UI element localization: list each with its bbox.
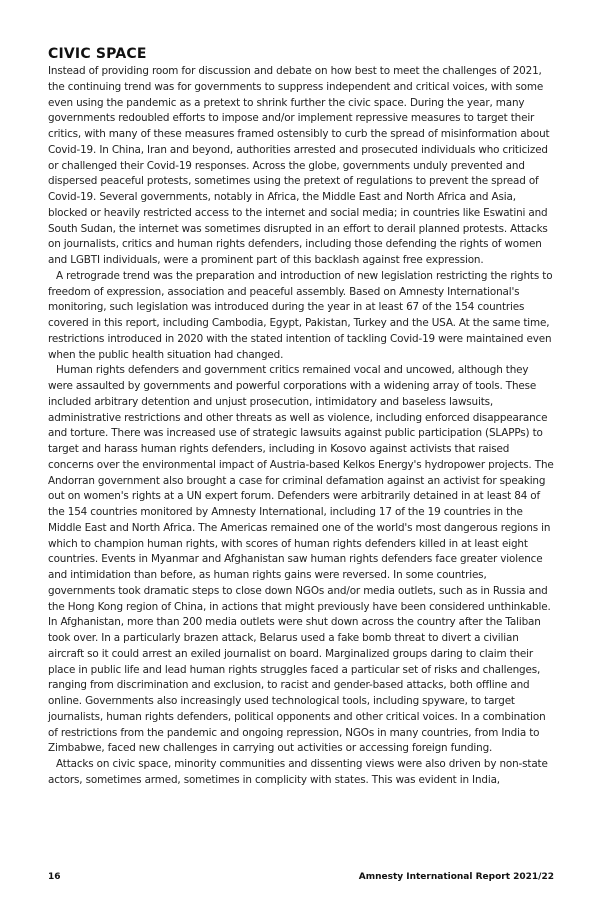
paragraph: A retrograde trend was the preparation and introduction of new legislation restricting the rights to freedom of expression, association and peaceful assembly. Based on Amnesty International's monitoring, such legislation was introduced during the year in at least 67 of the 154 countries covered in this report, including Cambodia, Egypt, Pakistan, Turkey and the USA. At the same time, restrictions introduced in 2020 with the stated intention of tackling Covid-19 were maintained even when the public health situation had changed. bbox=[48, 269, 553, 361]
section-heading: CIVIC SPACE bbox=[48, 46, 147, 62]
paragraph: Instead of providing room for discussion and debate on how best to meet the challenges of 2021, the continuing trend was for governments to suppress independent and critical voices, with some even using the pandemic as a pretext to shrink further the civic space. During the year, many governments redoubled efforts to impose and/or implement repressive measures to target their critics, with many of these measures framed ostensibly to curb the spread of misinformation about Covid-19. In China, Iran and beyond, authorities arrested and prosecuted individuals who criticized or challenged their Covid-19 responses. Across the globe, governments unduly prevented and dispersed peaceful protests, sometimes using the pretext of regulations to prevent the spread of Covid-19. Several governments, notably in Africa, the Middle East and North Africa and Asia, blocked or heavily restricted access to the internet and social media; in countries like Eswatini and South Sudan, the internet was sometimes disrupted in an effort to derail planned protests. Attacks on journalists, critics and human rights defenders, including those defending the rights of women and LGBTI individuals, were a prominent part of this backlash against free expression. bbox=[48, 65, 550, 266]
paragraph: Attacks on civic space, minority communities and dissenting views were also driven by non-state actors, sometimes armed, sometimes in complicity with states. This was evident in India, bbox=[48, 758, 548, 786]
running-title: Amnesty International Report 2021/22 bbox=[358, 872, 554, 882]
page-content bbox=[48, 46, 554, 789]
paragraph: Human rights defenders and government critics remained vocal and uncowed, although they were assaulted by governments and powerful corporations with a widening array of tools. These included arbitrary detention and unjust prosecution, intimidatory and baseless lawsuits, administrative restrictions and other threats as well as violence, including enforced disappearance and torture. There was increased use of strategic lawsuits against public participation (SLAPPs) to target and harass human rights defenders, including in Kosovo against activists that raised concerns over the environmental impact of Austria-based Kelkos Energy's hydropower projects. The Andorran government also brought a case for criminal defamation against an activist for speaking out on women's rights at a UN expert forum. Defenders were arbitrarily detained in at least 84 of the 154 countries monitored by Amnesty International, including 17 of the 19 countries in the Middle East and North Africa. The Americas remained one of the world's most dangerous regions in which to champion human rights, with scores of human rights defenders killed in at least eight countries. Events in Myanmar and Afghanistan saw human rights defenders face greater violence and intimidation than before, as human rights gains were reversed. In some countries, governments took dramatic steps to close down NGOs and/or media outlets, such as in Russia and the Hong Kong region of China, in actions that might previously have been considered unthinkable. In Afghanistan, more than 200 media outlets were shut down across the country after the Taliban took over. In a particularly brazen attack, Belarus used a fake bomb threat to divert a civilian aircraft so it could arrest an exiled journalist on board. Marginalized groups daring to claim their place in public life and lead human rights struggles faced a particular set of risks and challenges, ranging from discrimination and exclusion, to racist and gender-based attacks, both offline and online. Governments also increasingly used technological tools, including spyware, to target journalists, human rights defenders, political opponents and other critical voices. In a combination of restrictions from the pandemic and ongoing repression, NGOs in many countries, from India to Zimbabwe, faced new challenges in carrying out activities or accessing foreign funding. bbox=[48, 364, 554, 755]
page-number: 16 bbox=[48, 872, 61, 882]
article-body bbox=[48, 64, 554, 789]
